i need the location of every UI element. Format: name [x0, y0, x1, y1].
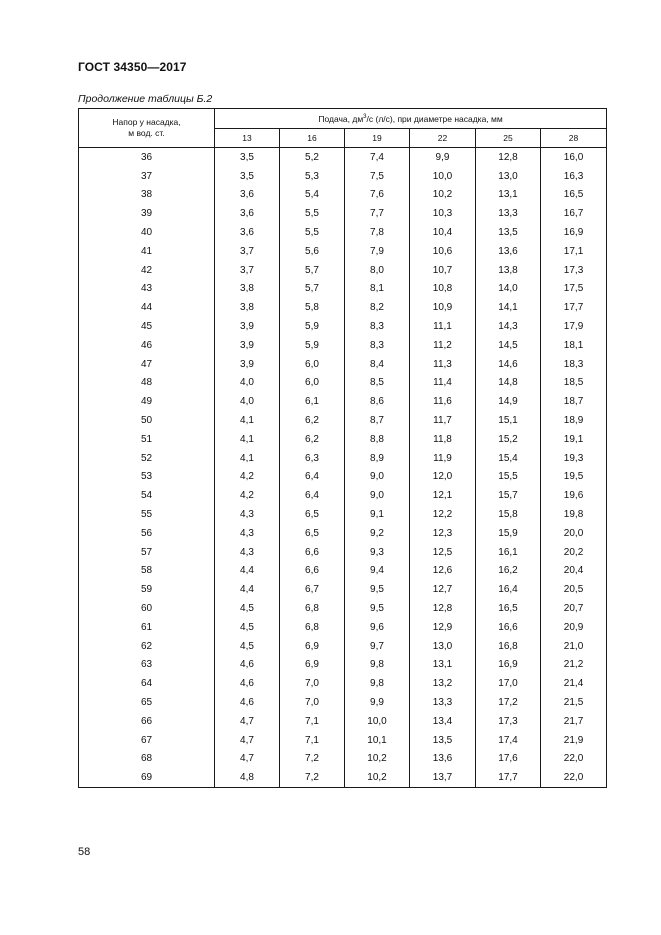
flow-cell: 5,7 — [280, 261, 345, 280]
pressure-cell: 60 — [79, 599, 215, 618]
flow-cell: 5,4 — [280, 186, 345, 205]
flow-cell: 21,0 — [541, 637, 607, 656]
flow-cell: 9,8 — [345, 674, 410, 693]
flow-cell: 4,7 — [215, 712, 280, 731]
flow-cell: 3,8 — [215, 280, 280, 299]
table-row — [79, 317, 607, 336]
flow-cell: 6,1 — [280, 392, 345, 411]
flow-cell: 15,5 — [476, 468, 541, 487]
flow-cell: 20,5 — [541, 580, 607, 599]
table-row — [79, 186, 607, 205]
flow-cell: 7,6 — [345, 186, 410, 205]
flow-cell: 11,8 — [410, 430, 476, 449]
flow-cell: 9,9 — [410, 148, 476, 167]
flow-cell: 14,5 — [476, 336, 541, 355]
flow-cell: 10,6 — [410, 242, 476, 261]
pressure-cell: 65 — [79, 693, 215, 712]
flow-cell: 3,9 — [215, 317, 280, 336]
flow-cell: 5,5 — [280, 223, 345, 242]
flow-cell: 12,7 — [410, 580, 476, 599]
diameter-header: 19 — [345, 129, 410, 148]
flow-cell: 22,0 — [541, 768, 607, 787]
diameter-header: 28 — [541, 129, 607, 148]
flow-cell: 16,9 — [541, 223, 607, 242]
table-caption: Продолжение таблицы Б.2 — [78, 93, 213, 105]
flow-cell: 4,0 — [215, 392, 280, 411]
pressure-cell: 69 — [79, 768, 215, 787]
flow-cell: 16,4 — [476, 580, 541, 599]
flow-cell: 4,1 — [215, 449, 280, 468]
pressure-header-line2: м вод. ст. — [128, 128, 165, 138]
flow-cell: 4,7 — [215, 750, 280, 769]
flow-cell: 6,5 — [280, 524, 345, 543]
table-row — [79, 580, 607, 599]
pressure-cell: 67 — [79, 731, 215, 750]
flow-cell: 4,6 — [215, 656, 280, 675]
flow-cell: 18,3 — [541, 355, 607, 374]
flow-cell: 21,4 — [541, 674, 607, 693]
flow-cell: 15,9 — [476, 524, 541, 543]
flow-cell: 7,0 — [280, 674, 345, 693]
flow-cell: 5,6 — [280, 242, 345, 261]
flow-cell: 3,9 — [215, 355, 280, 374]
flow-cell: 10,2 — [345, 768, 410, 787]
flow-cell: 3,7 — [215, 261, 280, 280]
flow-cell: 9,0 — [345, 468, 410, 487]
pressure-cell: 51 — [79, 430, 215, 449]
flow-cell: 15,4 — [476, 449, 541, 468]
flow-cell: 3,6 — [215, 204, 280, 223]
flow-cell: 5,8 — [280, 298, 345, 317]
table-row — [79, 355, 607, 374]
flow-group-header — [215, 109, 607, 129]
flow-cell: 17,3 — [541, 261, 607, 280]
pressure-cell: 54 — [79, 486, 215, 505]
flow-cell: 6,9 — [280, 656, 345, 675]
table-row — [79, 486, 607, 505]
flow-cell: 17,4 — [476, 731, 541, 750]
table-row — [79, 336, 607, 355]
flow-cell: 14,3 — [476, 317, 541, 336]
pressure-cell: 40 — [79, 223, 215, 242]
flow-cell: 10,3 — [410, 204, 476, 223]
flow-cell: 14,1 — [476, 298, 541, 317]
pressure-header-line1: Напор у насадка, — [112, 117, 181, 127]
flow-cell: 9,7 — [345, 637, 410, 656]
pressure-cell: 59 — [79, 580, 215, 599]
flow-cell: 4,3 — [215, 543, 280, 562]
flow-cell: 18,9 — [541, 411, 607, 430]
flow-cell: 3,6 — [215, 223, 280, 242]
flow-cell: 6,6 — [280, 562, 345, 581]
flow-cell: 10,4 — [410, 223, 476, 242]
flow-cell: 12,3 — [410, 524, 476, 543]
pressure-cell: 56 — [79, 524, 215, 543]
flow-cell: 13,3 — [410, 693, 476, 712]
flow-cell: 9,5 — [345, 599, 410, 618]
flow-cell: 8,9 — [345, 449, 410, 468]
flow-cell: 10,2 — [345, 750, 410, 769]
pressure-cell: 68 — [79, 750, 215, 769]
flow-cell: 8,5 — [345, 374, 410, 393]
flow-cell: 14,9 — [476, 392, 541, 411]
flow-cell: 6,8 — [280, 618, 345, 637]
flow-header-sup: 3 — [363, 113, 367, 120]
flow-cell: 17,7 — [476, 768, 541, 787]
flow-cell: 13,8 — [476, 261, 541, 280]
flow-cell: 12,6 — [410, 562, 476, 581]
flow-cell: 8,8 — [345, 430, 410, 449]
page-number: 58 — [78, 846, 91, 858]
flow-cell: 13,6 — [476, 242, 541, 261]
flow-cell: 6,4 — [280, 468, 345, 487]
flow-cell: 6,8 — [280, 599, 345, 618]
flow-cell: 4,6 — [215, 674, 280, 693]
flow-cell: 15,7 — [476, 486, 541, 505]
table-row — [79, 674, 607, 693]
table-row — [79, 449, 607, 468]
flow-cell: 5,5 — [280, 204, 345, 223]
flow-cell: 8,2 — [345, 298, 410, 317]
table-row — [79, 392, 607, 411]
pressure-cell: 62 — [79, 637, 215, 656]
flow-cell: 10,1 — [345, 731, 410, 750]
table-row — [79, 637, 607, 656]
table-row — [79, 599, 607, 618]
flow-cell: 7,9 — [345, 242, 410, 261]
table-row — [79, 280, 607, 299]
flow-cell: 12,5 — [410, 543, 476, 562]
flow-cell: 13,1 — [410, 656, 476, 675]
flow-cell: 6,2 — [280, 411, 345, 430]
table-row — [79, 768, 607, 787]
flow-cell: 17,1 — [541, 242, 607, 261]
table-row — [79, 656, 607, 675]
table-row — [79, 261, 607, 280]
flow-cell: 6,9 — [280, 637, 345, 656]
flow-cell: 13,5 — [476, 223, 541, 242]
flow-cell: 8,6 — [345, 392, 410, 411]
flow-cell: 14,6 — [476, 355, 541, 374]
pressure-cell: 41 — [79, 242, 215, 261]
flow-cell: 6,0 — [280, 355, 345, 374]
flow-cell: 8,3 — [345, 336, 410, 355]
flow-cell: 9,9 — [345, 693, 410, 712]
flow-cell: 4,1 — [215, 430, 280, 449]
flow-cell: 8,4 — [345, 355, 410, 374]
pressure-cell: 50 — [79, 411, 215, 430]
flow-cell: 9,0 — [345, 486, 410, 505]
flow-cell: 7,2 — [280, 768, 345, 787]
flow-cell: 11,6 — [410, 392, 476, 411]
flow-cell: 3,5 — [215, 148, 280, 167]
flow-cell: 3,6 — [215, 186, 280, 205]
pressure-cell: 43 — [79, 280, 215, 299]
pressure-cell: 47 — [79, 355, 215, 374]
flow-cell: 8,7 — [345, 411, 410, 430]
flow-cell: 17,3 — [476, 712, 541, 731]
table-row — [79, 430, 607, 449]
flow-cell: 3,7 — [215, 242, 280, 261]
table-row — [79, 750, 607, 769]
flow-cell: 9,2 — [345, 524, 410, 543]
flow-cell: 14,8 — [476, 374, 541, 393]
pressure-cell: 55 — [79, 505, 215, 524]
pressure-cell: 63 — [79, 656, 215, 675]
flow-cell: 11,7 — [410, 411, 476, 430]
flow-cell: 17,5 — [541, 280, 607, 299]
flow-cell: 16,3 — [541, 167, 607, 186]
flow-cell: 4,4 — [215, 562, 280, 581]
flow-cell: 16,2 — [476, 562, 541, 581]
flow-cell: 19,6 — [541, 486, 607, 505]
pressure-cell: 53 — [79, 468, 215, 487]
flow-cell: 16,8 — [476, 637, 541, 656]
pressure-cell: 42 — [79, 261, 215, 280]
flow-cell: 12,8 — [410, 599, 476, 618]
flow-cell: 11,4 — [410, 374, 476, 393]
flow-cell: 16,7 — [541, 204, 607, 223]
flow-cell: 11,1 — [410, 317, 476, 336]
flow-cell: 19,5 — [541, 468, 607, 487]
pressure-cell: 61 — [79, 618, 215, 637]
flow-cell: 7,8 — [345, 223, 410, 242]
flow-cell: 16,9 — [476, 656, 541, 675]
table-row — [79, 731, 607, 750]
flow-cell: 18,1 — [541, 336, 607, 355]
pressure-cell: 58 — [79, 562, 215, 581]
flow-cell: 20,0 — [541, 524, 607, 543]
flow-cell: 13,0 — [410, 637, 476, 656]
flow-cell: 5,2 — [280, 148, 345, 167]
pressure-cell: 38 — [79, 186, 215, 205]
table-row — [79, 618, 607, 637]
flow-cell: 8,0 — [345, 261, 410, 280]
flow-cell: 16,5 — [476, 599, 541, 618]
flow-cell: 12,9 — [410, 618, 476, 637]
flow-rate-table — [78, 108, 607, 788]
flow-cell: 4,3 — [215, 524, 280, 543]
flow-cell: 9,3 — [345, 543, 410, 562]
pressure-cell: 46 — [79, 336, 215, 355]
flow-cell: 4,8 — [215, 768, 280, 787]
flow-cell: 3,9 — [215, 336, 280, 355]
flow-cell: 3,5 — [215, 167, 280, 186]
flow-cell: 13,5 — [410, 731, 476, 750]
flow-cell: 5,9 — [280, 317, 345, 336]
flow-cell: 11,9 — [410, 449, 476, 468]
flow-cell: 9,4 — [345, 562, 410, 581]
flow-cell: 4,3 — [215, 505, 280, 524]
table-row — [79, 148, 607, 167]
table-row — [79, 693, 607, 712]
flow-cell: 5,3 — [280, 167, 345, 186]
flow-cell: 17,9 — [541, 317, 607, 336]
flow-cell: 7,2 — [280, 750, 345, 769]
table-row — [79, 712, 607, 731]
flow-cell: 7,1 — [280, 731, 345, 750]
flow-cell: 8,1 — [345, 280, 410, 299]
flow-cell: 17,6 — [476, 750, 541, 769]
flow-cell: 9,8 — [345, 656, 410, 675]
flow-cell: 19,1 — [541, 430, 607, 449]
flow-cell: 6,0 — [280, 374, 345, 393]
table-row — [79, 468, 607, 487]
flow-cell: 12,1 — [410, 486, 476, 505]
flow-cell: 13,4 — [410, 712, 476, 731]
flow-cell: 20,7 — [541, 599, 607, 618]
flow-cell: 13,2 — [410, 674, 476, 693]
flow-cell: 16,0 — [541, 148, 607, 167]
flow-cell: 6,7 — [280, 580, 345, 599]
table-row — [79, 242, 607, 261]
flow-cell: 15,2 — [476, 430, 541, 449]
flow-cell: 17,2 — [476, 693, 541, 712]
flow-cell: 5,9 — [280, 336, 345, 355]
pressure-cell: 66 — [79, 712, 215, 731]
flow-cell: 8,3 — [345, 317, 410, 336]
pressure-cell: 49 — [79, 392, 215, 411]
flow-cell: 13,0 — [476, 167, 541, 186]
pressure-cell: 57 — [79, 543, 215, 562]
flow-header-prefix: Подача, дм — [318, 113, 364, 124]
flow-cell: 4,7 — [215, 731, 280, 750]
flow-cell: 4,2 — [215, 486, 280, 505]
pressure-cell: 52 — [79, 449, 215, 468]
flow-cell: 5,7 — [280, 280, 345, 299]
flow-cell: 4,5 — [215, 618, 280, 637]
table-body — [79, 148, 607, 788]
flow-cell: 16,1 — [476, 543, 541, 562]
pressure-cell: 44 — [79, 298, 215, 317]
pressure-cell: 48 — [79, 374, 215, 393]
flow-cell: 10,9 — [410, 298, 476, 317]
flow-cell: 21,2 — [541, 656, 607, 675]
diameter-header: 22 — [410, 129, 476, 148]
flow-cell: 18,7 — [541, 392, 607, 411]
flow-cell: 9,5 — [345, 580, 410, 599]
flow-cell: 19,8 — [541, 505, 607, 524]
flow-cell: 13,6 — [410, 750, 476, 769]
flow-cell: 21,9 — [541, 731, 607, 750]
flow-cell: 9,1 — [345, 505, 410, 524]
flow-cell: 14,0 — [476, 280, 541, 299]
flow-cell: 16,6 — [476, 618, 541, 637]
flow-cell: 7,4 — [345, 148, 410, 167]
table-row — [79, 298, 607, 317]
pressure-cell: 39 — [79, 204, 215, 223]
flow-cell: 6,4 — [280, 486, 345, 505]
flow-cell: 20,9 — [541, 618, 607, 637]
flow-cell: 10,0 — [345, 712, 410, 731]
document-header: ГОСТ 34350—2017 — [78, 60, 187, 74]
flow-cell: 6,3 — [280, 449, 345, 468]
flow-cell: 20,4 — [541, 562, 607, 581]
diameter-header: 25 — [476, 129, 541, 148]
flow-cell: 4,1 — [215, 411, 280, 430]
flow-cell: 4,6 — [215, 693, 280, 712]
table-row — [79, 562, 607, 581]
table-row — [79, 411, 607, 430]
flow-cell: 17,0 — [476, 674, 541, 693]
flow-cell: 11,3 — [410, 355, 476, 374]
flow-cell: 21,5 — [541, 693, 607, 712]
table-row — [79, 223, 607, 242]
pressure-cell: 45 — [79, 317, 215, 336]
flow-cell: 16,5 — [541, 186, 607, 205]
flow-cell: 20,2 — [541, 543, 607, 562]
flow-cell: 19,3 — [541, 449, 607, 468]
flow-cell: 4,5 — [215, 599, 280, 618]
flow-cell: 4,5 — [215, 637, 280, 656]
flow-cell: 13,1 — [476, 186, 541, 205]
table-row — [79, 543, 607, 562]
flow-cell: 12,2 — [410, 505, 476, 524]
table-row — [79, 204, 607, 223]
table-row — [79, 374, 607, 393]
pressure-cell: 64 — [79, 674, 215, 693]
flow-cell: 9,6 — [345, 618, 410, 637]
pressure-cell: 36 — [79, 148, 215, 167]
flow-cell: 7,7 — [345, 204, 410, 223]
table-row — [79, 524, 607, 543]
flow-cell: 10,2 — [410, 186, 476, 205]
flow-cell: 6,2 — [280, 430, 345, 449]
flow-cell: 4,0 — [215, 374, 280, 393]
flow-cell: 10,8 — [410, 280, 476, 299]
flow-cell: 7,0 — [280, 693, 345, 712]
flow-cell: 15,8 — [476, 505, 541, 524]
diameter-header: 13 — [215, 129, 280, 148]
flow-cell: 4,4 — [215, 580, 280, 599]
flow-cell: 12,0 — [410, 468, 476, 487]
flow-header-suffix: /с (л/с), при диаметре насадка, мм — [366, 113, 503, 124]
flow-cell: 21,7 — [541, 712, 607, 731]
flow-cell: 6,6 — [280, 543, 345, 562]
table-row — [79, 167, 607, 186]
flow-cell: 15,1 — [476, 411, 541, 430]
pressure-cell: 37 — [79, 167, 215, 186]
flow-cell: 18,5 — [541, 374, 607, 393]
flow-cell: 6,5 — [280, 505, 345, 524]
diameter-header: 16 — [280, 129, 345, 148]
flow-cell: 10,0 — [410, 167, 476, 186]
flow-cell: 13,3 — [476, 204, 541, 223]
flow-cell: 13,7 — [410, 768, 476, 787]
flow-cell: 4,2 — [215, 468, 280, 487]
flow-cell: 22,0 — [541, 750, 607, 769]
flow-cell: 10,7 — [410, 261, 476, 280]
pressure-column-header — [79, 109, 215, 148]
table-row — [79, 505, 607, 524]
flow-cell: 7,1 — [280, 712, 345, 731]
flow-cell: 17,7 — [541, 298, 607, 317]
flow-cell: 7,5 — [345, 167, 410, 186]
flow-cell: 11,2 — [410, 336, 476, 355]
flow-cell: 3,8 — [215, 298, 280, 317]
flow-cell: 12,8 — [476, 148, 541, 167]
